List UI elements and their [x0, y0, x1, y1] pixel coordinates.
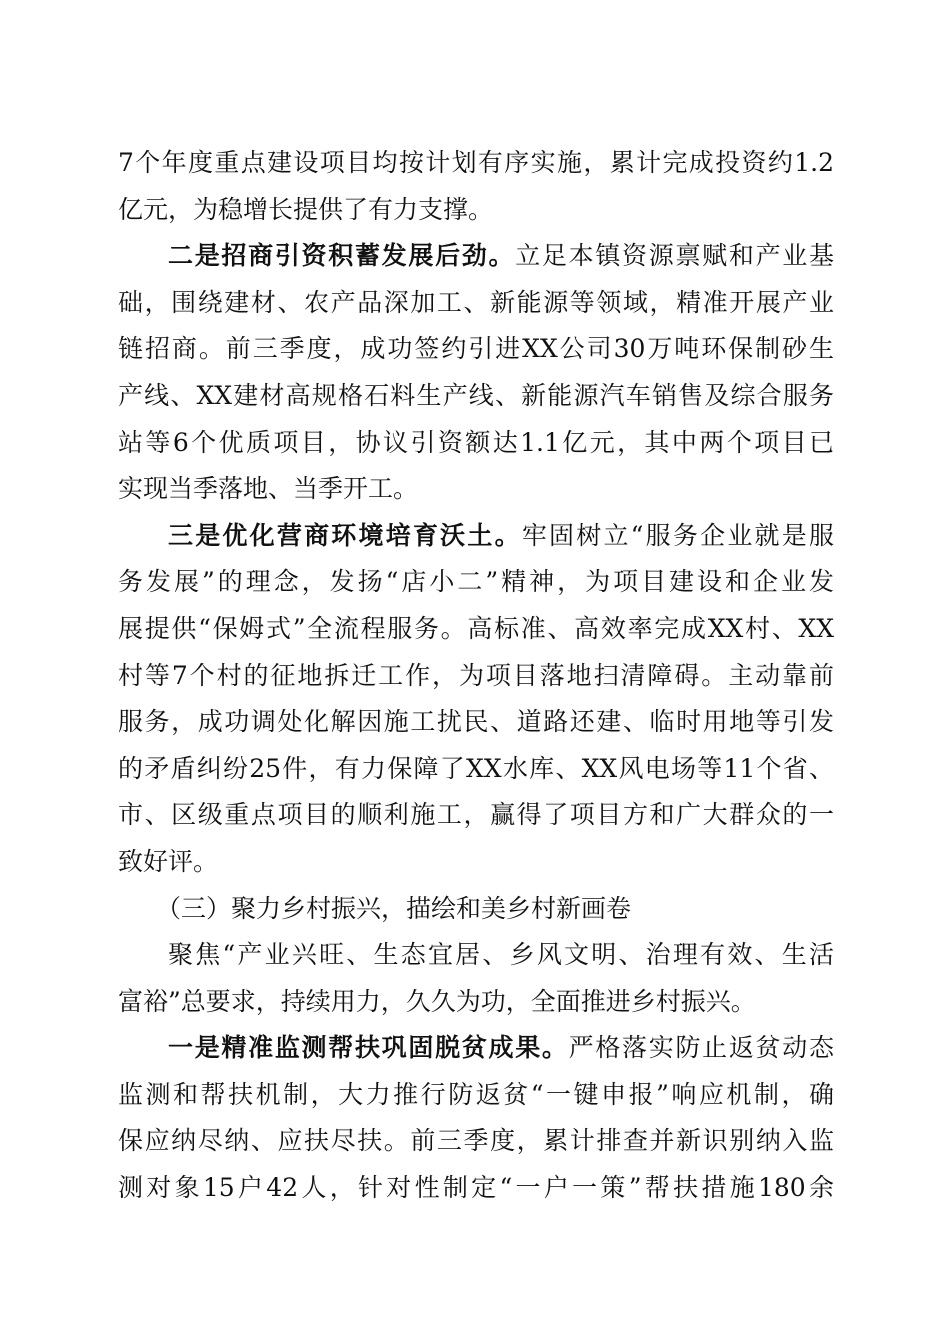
- text-line: [118, 886, 834, 933]
- text-line: [118, 699, 834, 746]
- line-text: 测对象15户42人，针对性制定“一户一策”帮扶措施180余: [118, 1173, 834, 1203]
- text-line: [118, 373, 834, 420]
- line-text: 聚焦“产业兴旺、生态宜居、乡风文明、治理有效、生活: [168, 940, 834, 970]
- line-text: 的矛盾纠纷25件，有力保障了XX水库、XX风电场等11个省、: [118, 753, 834, 783]
- line-text: 监测和帮扶机制，大力推行防返贫“一键申报”响应机制，确: [118, 1079, 834, 1109]
- line-text: 实现当季落地、当季开工。: [118, 474, 419, 504]
- text-line: [118, 280, 834, 327]
- line-text: 础，围绕建材、农产品深加工、新能源等领域，精准开展产业: [118, 287, 834, 317]
- line-text: 村等7个村的征地拆迁工作，为项目落地扫清障碍。主动靠前: [118, 660, 834, 690]
- text-line: [118, 792, 834, 839]
- text-line: [118, 932, 834, 979]
- line-text: 站等6个优质项目，协议引资额达1.1亿元，其中两个项目已: [118, 427, 834, 457]
- line-text: 亿元，为稳增长提供了有力支撑。: [118, 194, 494, 224]
- lead-sentence: 三是优化营商环境培育沃土。: [168, 520, 522, 550]
- paragraph: [118, 140, 834, 233]
- paragraph: [118, 932, 834, 1025]
- lead-sentence: 一是精准监测帮扶巩固脱贫成果。: [168, 1033, 569, 1063]
- text-line: [118, 1025, 834, 1072]
- line-text: 严格落实防止返贫动态: [568, 1033, 834, 1063]
- text-line: [118, 140, 834, 187]
- text-line: [118, 187, 834, 234]
- lead-sentence: 二是招商引资积蓄发展后劲。: [168, 241, 516, 271]
- paragraph: [118, 513, 834, 886]
- line-text: 致好评。: [118, 846, 219, 876]
- text-line: [118, 1072, 834, 1119]
- line-text: （三）聚力乡村振兴，描绘和美乡村新画卷: [156, 893, 632, 923]
- text-line: [118, 420, 834, 467]
- text-line: [118, 653, 834, 700]
- line-text: 链招商。前三季度，成功签约引进XX公司30万吨环保制砂生: [118, 334, 834, 364]
- line-text: 保应纳尽纳、应扶尽扶。前三季度，累计排查并新识别纳入监: [118, 1126, 834, 1156]
- paragraph: [118, 233, 834, 513]
- line-text: 产线、XX建材高规格石料生产线、新能源汽车销售及综合服务: [118, 380, 834, 410]
- line-text: 牢固树立“服务企业就是服: [521, 520, 834, 550]
- line-text: 富裕”总要求，持续用力，久久为功，全面推进乡村振兴。: [118, 986, 756, 1016]
- text-line: [118, 326, 834, 373]
- text-line: [118, 559, 834, 606]
- text-line: [118, 606, 834, 653]
- text-line: [118, 1165, 834, 1212]
- paragraph: [118, 1025, 834, 1211]
- line-text: 服务，成功调处化解因施工扰民、道路还建、临时用地等引发: [118, 707, 834, 737]
- text-line: [118, 466, 834, 513]
- line-text: 立足本镇资源禀赋和产业基: [515, 241, 834, 271]
- text-line: [118, 1118, 834, 1165]
- line-text: 展提供“保姆式”全流程服务。高标准、高效率完成XX村、XX: [118, 613, 834, 643]
- text-line: [118, 513, 834, 560]
- text-line: [118, 233, 834, 280]
- text-line: [118, 746, 834, 793]
- line-text: 7个年度重点建设项目均按计划有序实施，累计完成投资约1.2: [118, 148, 834, 177]
- line-text: 务发展”的理念，发扬“店小二”精神，为项目建设和企业发: [118, 567, 834, 597]
- text-line: [118, 979, 834, 1026]
- text-line: [118, 839, 834, 886]
- document-page: [118, 140, 834, 1212]
- line-text: 市、区级重点项目的顺利施工，赢得了项目方和广大群众的一: [118, 800, 834, 830]
- section-heading: [118, 886, 834, 933]
